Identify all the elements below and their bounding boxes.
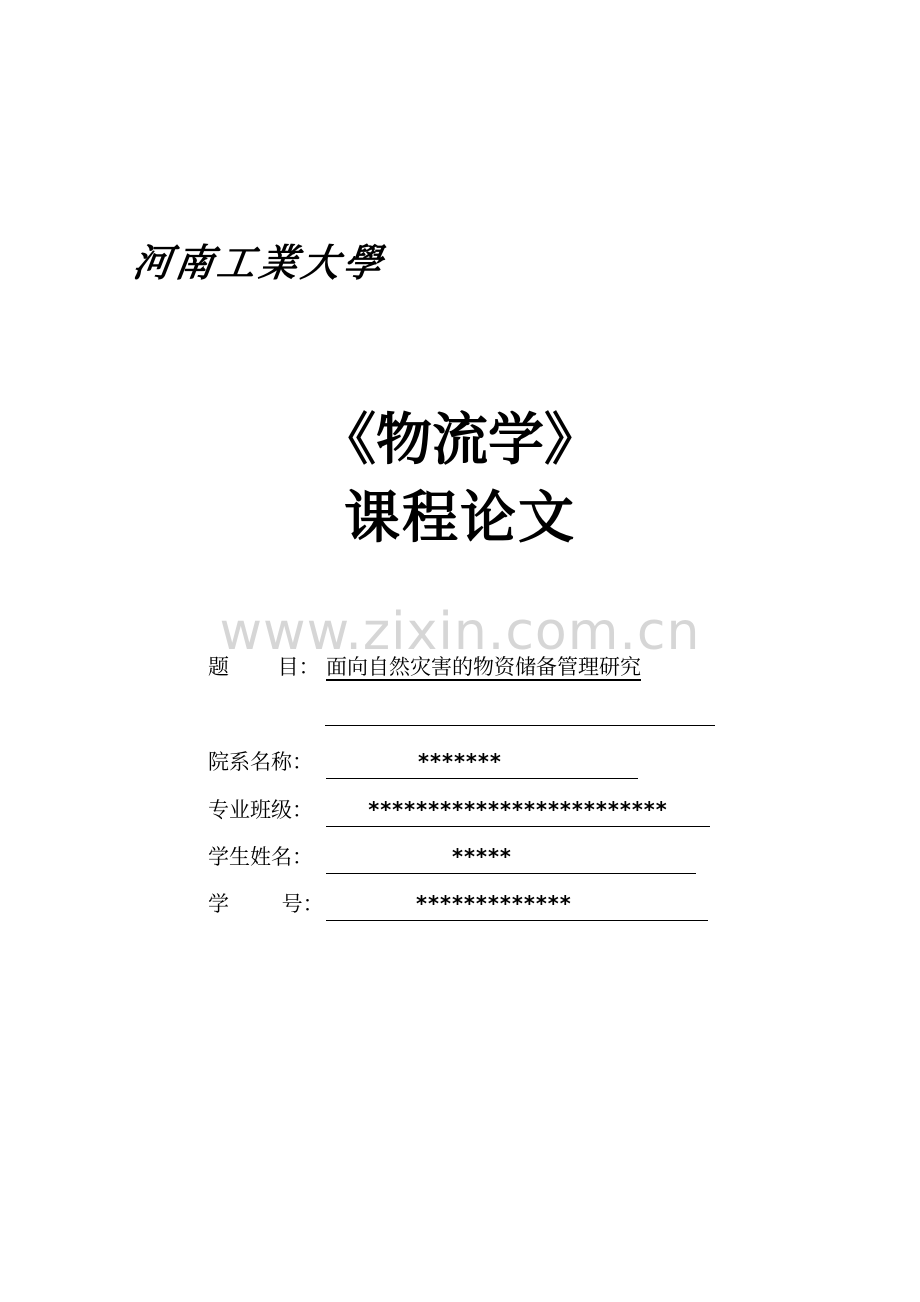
- student-id-line: [326, 888, 708, 921]
- department-value: *******: [418, 750, 502, 774]
- department-row: [208, 746, 648, 778]
- student-name-line: [326, 841, 696, 874]
- student-id-label: [208, 888, 326, 920]
- student-id-row: [208, 888, 718, 920]
- university-logo: 河南工業大學: [130, 240, 389, 285]
- topic-value: 面向自然灾害的物资储备管理研究: [326, 655, 641, 679]
- class-line: [326, 794, 710, 827]
- student-name-value: *****: [452, 845, 512, 869]
- department-label: 院系名称：: [208, 750, 313, 774]
- class-value: *************************: [368, 798, 668, 822]
- student-id-label-text: 学 号：: [208, 892, 324, 916]
- watermark: www.zixin.com.cn: [219, 602, 701, 662]
- paper-type-title: 课程论文: [344, 485, 576, 551]
- class-row: [208, 794, 718, 826]
- student-name-label: 学生姓名：: [208, 845, 313, 869]
- department-line: [326, 746, 638, 779]
- student-id-value: *************: [416, 892, 572, 916]
- topic-label: [208, 651, 326, 683]
- class-label: 专业班级：: [208, 798, 313, 822]
- student-name-row: [208, 841, 708, 873]
- topic-continuation-line: [325, 725, 715, 726]
- topic-row: [208, 651, 728, 683]
- course-title: 《物流学》: [320, 407, 600, 473]
- topic-label-text: 题 目：: [208, 655, 320, 679]
